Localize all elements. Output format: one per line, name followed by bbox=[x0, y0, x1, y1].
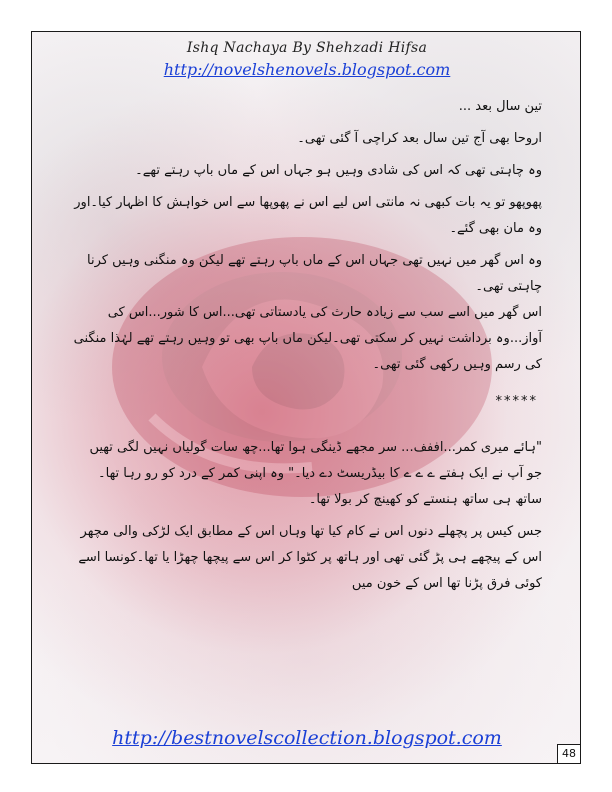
paragraph-aunt: پھوپھو تو یہ بات کبھی نہ مانتی اس لیے اس نے پھوپھا سے اس خواہش کا اظہار کیا۔اور وہ مان بھی گئے۔ bbox=[74, 195, 542, 236]
page-number: 48 bbox=[557, 744, 580, 763]
paragraph-dialogue: "ہائے میری کمر...اففف... سر مجھے ڈینگی ہوا تھا...چھ سات گولیاں نہیں لگی تھیں جو آپ نے ایک ہفتے ے ے ے کا بیڈریسٹ دے دیا۔" وہ اپنی کمر کے درد کو رو رہا تھا۔ساتھ ہی ساتھ ہنستے کو کھینچ کر بولا تھا۔ bbox=[89, 440, 542, 507]
document-title: Ishq Nachaya By Shehzadi Hifsa bbox=[186, 40, 428, 56]
paragraph-memories: اس گھر میں اسے سب سے زیادہ حارث کی یادستاتی تھی...اس کا شور...اس کی آواز...وہ برداشت نہیں کر سکتی تھی۔لیکن ماں باپ بھی تو وہیں رہتے تھے لہٰذا منگنی کی رسم وہیں رکھی گئی تھی۔ bbox=[73, 305, 542, 372]
paragraph-time-skip: تین سال بعد ... bbox=[458, 99, 542, 114]
paragraph-house: وہ اس گھر میں نہیں تھی جہاں اس کے ماں باپ رہتے تھے لیکن وہ منگنی وہیں کرنا چاہتی تھی۔ bbox=[87, 253, 542, 294]
footer-blog-link[interactable]: http://bestnovelscollection.blogspot.com bbox=[112, 727, 502, 749]
section-separator: ***** bbox=[495, 394, 538, 409]
page-frame bbox=[31, 31, 581, 764]
paragraph-case: جس کیس پر پچھلے دنوں اس نے کام کیا تھا وہاں اس کے مطابق ایک لڑکی والی مچھر اس کے پیچھے ہی پڑ گئی تھی اور ہاتھ پر کٹوا کر اس سے پیچھا چھڑا یا تھا۔کونسا اسے کوئی فرق پڑنا تھا اس کے خون میں bbox=[78, 524, 542, 591]
header-blog-link[interactable]: http://novelshenovels.blogspot.com bbox=[163, 60, 451, 79]
paragraph-wish: وہ چاہتی تھی کہ اس کی شادی وہیں ہو جہاں اس کے ماں باپ رہتے تھے۔ bbox=[135, 163, 542, 178]
novel-text-body bbox=[72, 94, 542, 597]
paragraph-arrival: اروحا بھی آج تین سال بعد کراچی آ گئی تھی۔ bbox=[297, 131, 542, 146]
